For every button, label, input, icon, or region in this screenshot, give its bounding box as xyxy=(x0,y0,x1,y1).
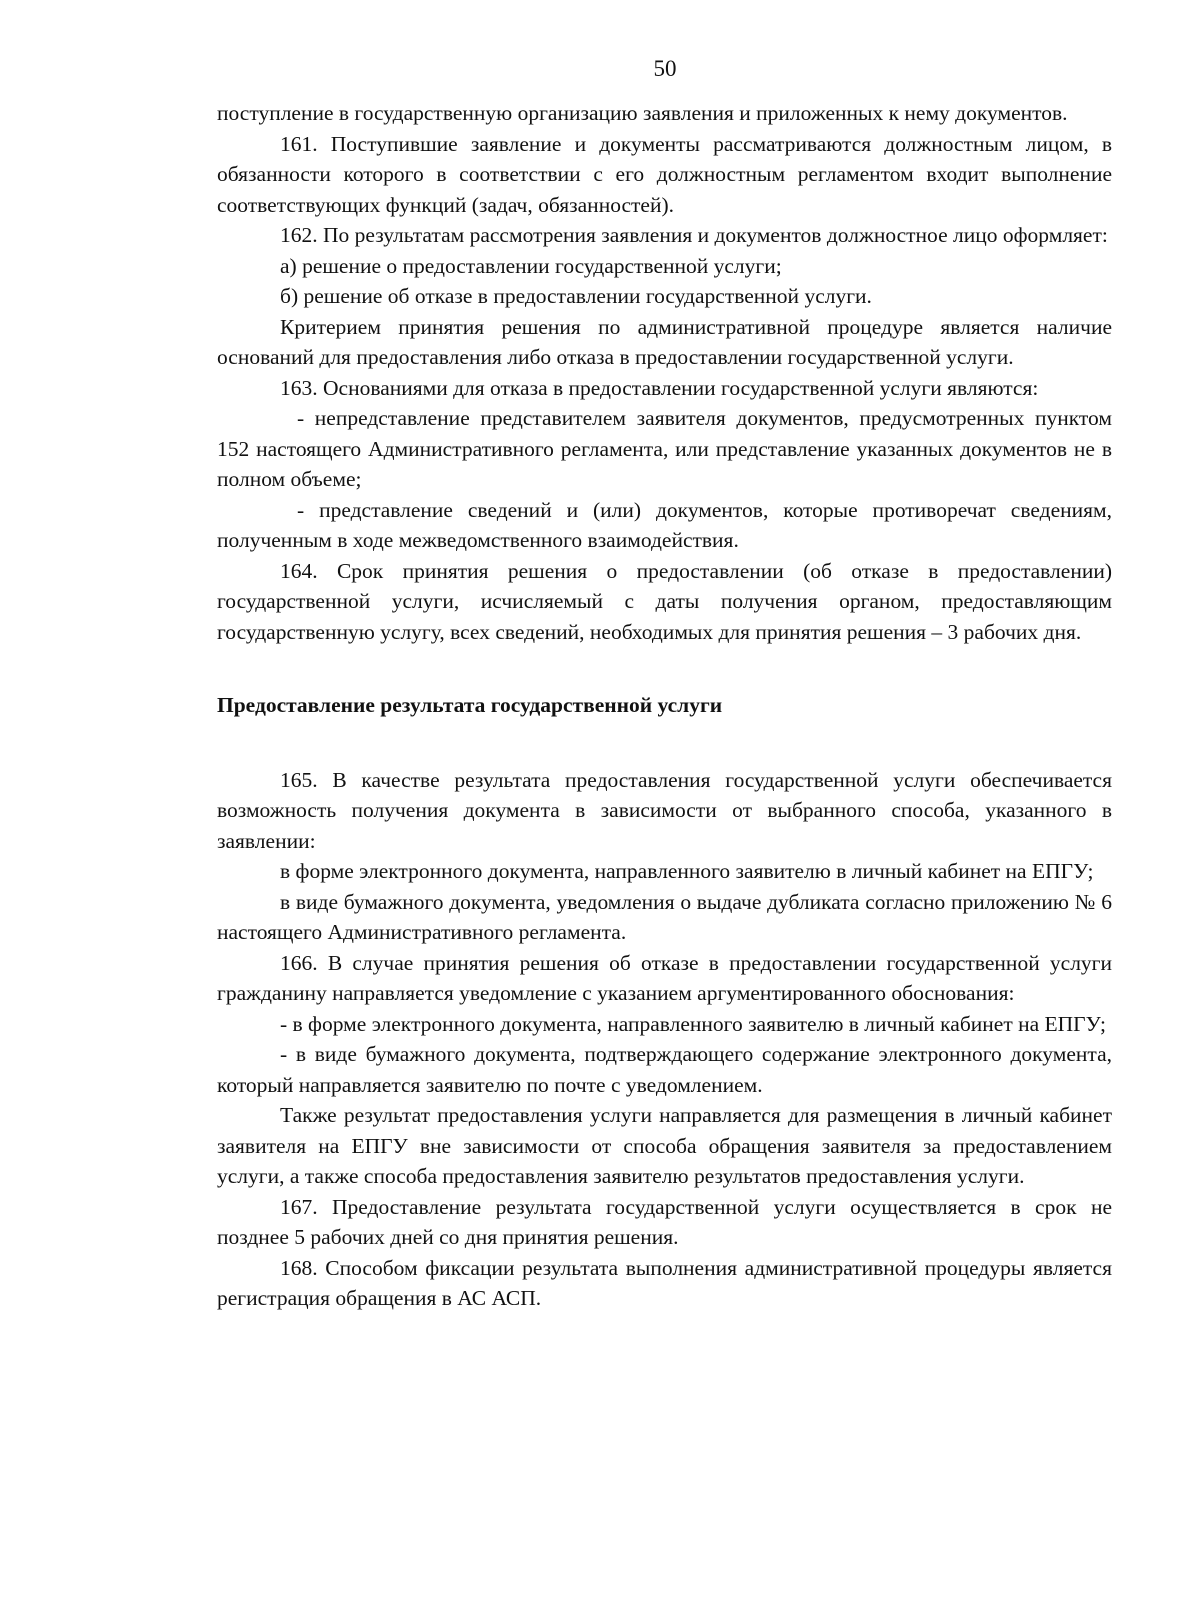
list-item-a: а) решение о предоставлении государственной услуги; xyxy=(280,253,782,278)
paragraph-criterion: Критерием принятия решения по административной процедуре является наличие оснований для предоставления либо отказа в предоставлении государственной услуги. xyxy=(217,314,1112,369)
list-item-dash-electronic: - в форме электронного документа, направленного заявителю в личный кабинет на ЕПГУ; xyxy=(280,1011,1106,1036)
list-item-paper: в виде бумажного документа, уведомления о выдаче дубликата согласно приложению № 6 настоящего Административного регламента. xyxy=(217,889,1112,944)
paragraph-163: 163. Основаниями для отказа в предоставлении государственной услуги являются: xyxy=(280,375,1039,400)
list-item-b: б) решение об отказе в предоставлении государственной услуги. xyxy=(280,284,872,308)
paragraph-also: Также результат предоставления услуги направляется для размещения в личный кабинет заявителя на ЕПГУ вне зависимости от способа обращения заявителя за предоставлением услуги, а также способа предоставления заявителю результатов предоставления услуги. xyxy=(217,1103,1112,1188)
list-item-electronic: в форме электронного документа, направленного заявителю в личный кабинет на ЕПГУ; xyxy=(280,859,1094,883)
paragraph-161: 161. Поступившие заявление и документы рассматриваются должностным лицом, в обязанности которого в соответствии с его должностным регламентом входит выполнение соответствующих функций (задач, обязанностей). xyxy=(217,131,1112,217)
paragraph-168: 168. Способом фиксации результата выполнения административной процедуры является регистрация обращения в АС АСП. xyxy=(217,1255,1112,1310)
page-number: 50 xyxy=(653,56,677,81)
list-item-dash-1: - непредставление представителем заявителя документов, предусмотренных пунктом 152 настоящего Административного регламента, или представление указанных документов не в полном объеме; xyxy=(217,406,1112,491)
paragraph-164: 164. Срок принятия решения о предоставлении (об отказе в предоставлении) государственной услуги, исчисляемый с даты получения органом, предоставляющим государственную услугу, всех сведений, необходимых для принятия решения – 3 рабочих дня. xyxy=(217,558,1112,644)
list-item-dash-paper: - в виде бумажного документа, подтверждающего содержание электронного документа, который направляется заявителю по почте с уведомлением. xyxy=(217,1042,1112,1097)
paragraph-continuation: поступление в государственную организацию заявления и приложенных к нему документов. xyxy=(217,101,1068,125)
paragraph-165: 165. В качестве результата предоставления государственной услуги обеспечивается возможность получения документа в зависимости от выбранного способа, указанного в заявлении: xyxy=(217,767,1112,853)
section-heading: Предоставление результата государственной услуги xyxy=(217,693,723,717)
paragraph-166: 166. В случае принятия решения об отказе в предоставлении государственной услуги гражданину направляется уведомление с указанием аргументированного обоснования: xyxy=(217,950,1112,1005)
document-body xyxy=(217,98,1112,1314)
list-item-dash-2: - представление сведений и (или) документов, которые противоречат сведениям, полученным в ходе межведомственного взаимодействия. xyxy=(217,497,1112,552)
paragraph-167: 167. Предоставление результата государственной услуги осуществляется в срок не позднее 5 рабочих дней со дня принятия решения. xyxy=(217,1194,1112,1249)
paragraph-162: 162. По результатам рассмотрения заявления и документов должностное лицо оформляет: xyxy=(280,223,1108,247)
